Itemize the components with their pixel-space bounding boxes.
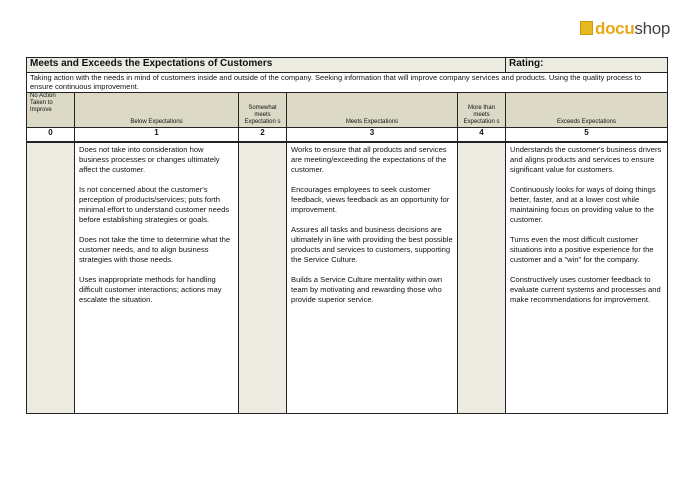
level-0-cell — [27, 142, 75, 414]
level-label-3: Meets Expectations — [287, 93, 458, 128]
criterion: Uses inappropriate methods for handling difficult customer interactions; actions may escalate the situation. — [79, 275, 222, 304]
level-num-0: 0 — [27, 128, 75, 143]
docushop-logo: docushop — [580, 19, 670, 39]
level-label-4: More than meets Expectation s — [458, 93, 506, 128]
competency-description: Taking action with the needs in mind of customers inside and outside of the company. Seeking information that will improve company services and products. Using the quality process to ensure continuous improvement. — [27, 73, 668, 93]
rating-field[interactable]: Rating: — [506, 58, 668, 73]
criterion: Builds a Service Culture mentality within own team by motivating and rewarding those who provide superior service. — [291, 275, 443, 304]
criterion: Turns even the most difficult customer situations into a positive experience for the customer and a "win" for the company. — [510, 235, 654, 264]
criterion: Does not take the time to determine what the customer needs, and to align business strategies with those needs. — [79, 235, 231, 264]
level-label-0: No Action Taken to Improve — [27, 93, 75, 128]
level-num-4: 4 — [458, 128, 506, 143]
criterion: Continuously looks for ways of doing things better, faster, and at a lower cost while maintaining focus on providing value to the customer. — [510, 185, 656, 224]
logo-icon — [580, 21, 593, 35]
criterion: Constructively uses customer feedback to evaluate current systems and processes and make recommendations for improvement. — [510, 275, 661, 304]
level-label-5: Exceeds Expectations — [506, 93, 668, 128]
competency-title: Meets and Exceeds the Expectations of Customers — [27, 58, 506, 73]
level-label-1: Below Expectations — [75, 93, 239, 128]
criterion: Is not concerned about the customer's perception of products/services; puts forth minimal effort to understand customer needs before establishing strategies or goals. — [79, 185, 230, 224]
level-num-2: 2 — [239, 128, 287, 143]
criterion: Encourages employees to seek customer feedback, views feedback as an opportunity for improvement. — [291, 185, 450, 214]
level-2-cell — [239, 142, 287, 414]
criterion: Understands the customer's business drivers and aligns products and services to ensure significant value for customers. — [510, 145, 662, 174]
exceeds-expectations-cell — [506, 142, 668, 414]
level-label-2: Somewhat meets Expectation s — [239, 93, 287, 128]
below-expectations-cell — [75, 142, 239, 414]
criterion: Works to ensure that all products and services are meeting/exceeding the expectations of the customer. — [291, 145, 447, 174]
level-num-3: 3 — [287, 128, 458, 143]
level-num-1: 1 — [75, 128, 239, 143]
criterion: Assures all tasks and business decisions are ultimately in line with providing the best possible products and services to customers, supporting the Service Culture. — [291, 225, 453, 264]
criterion: Does not take into consideration how business processes or changes ultimately affect the customer. — [79, 145, 220, 174]
rating-table — [26, 57, 668, 414]
level-num-5: 5 — [506, 128, 668, 143]
level-4-cell — [458, 142, 506, 414]
meets-expectations-cell — [287, 142, 458, 414]
